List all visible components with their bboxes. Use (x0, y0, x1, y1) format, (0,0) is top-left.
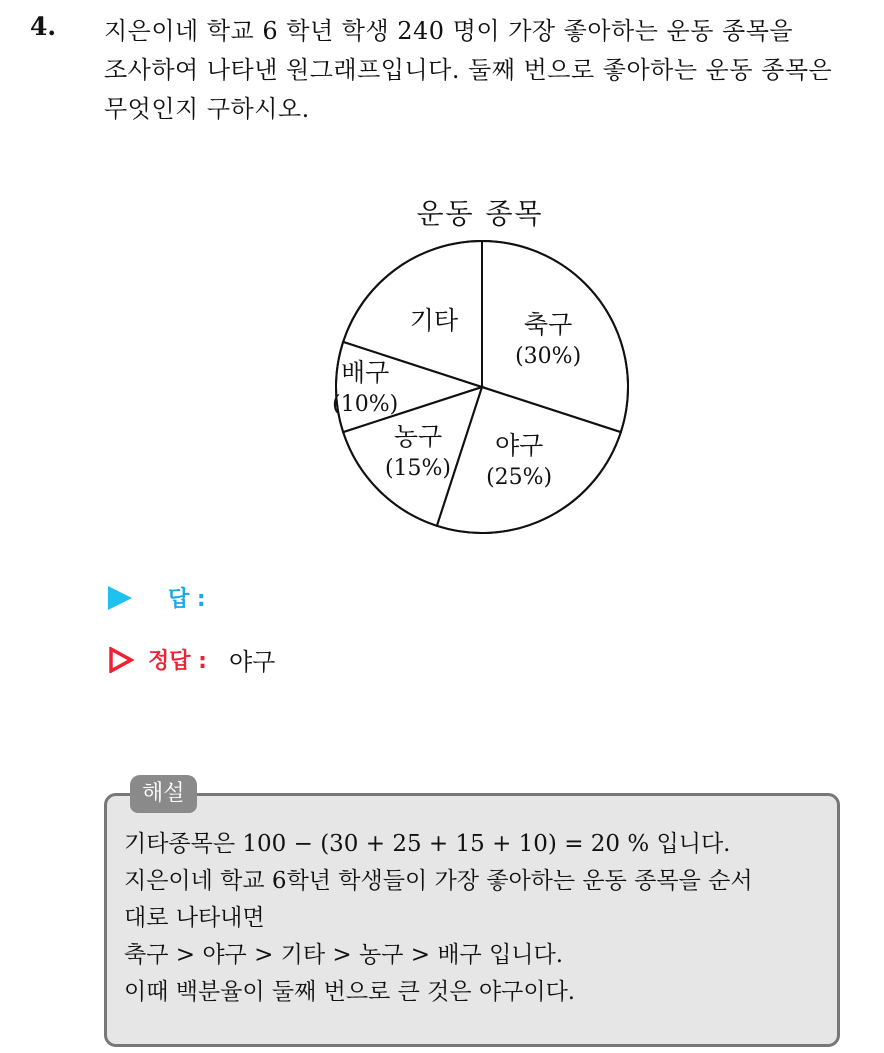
slice-label-name: 농구 (393, 422, 443, 452)
explanation-line: 축구 > 야구 > 기타 > 농구 > 배구 입니다. (124, 942, 564, 968)
correct-answer-label: 정답 : (148, 649, 207, 674)
question-line: 무엇인지 구하시오. (104, 95, 310, 123)
explanation-line: 지은이네 학교 6학년 학생들이 가장 좋아하는 운동 종목을 순서 (124, 868, 753, 894)
slice-label-percent: (30%) (515, 343, 582, 369)
play-triangle-icon (108, 586, 132, 610)
slice-label-name: 기타 (409, 305, 459, 335)
question-text (104, 12, 864, 129)
slice-label-name: 야구 (494, 430, 544, 460)
explanation-line: 이때 백분율이 둘째 번으로 큰 것은 야구이다. (124, 979, 576, 1005)
question-line: 지은이네 학교 6 학년 학생 240 명이 가장 좋아하는 운동 종목을 (104, 17, 794, 45)
slice-label-name: 배구 (341, 358, 390, 387)
explanation-line: 기타종목은 100 − (30 + 25 + 15 + 10) = 20 % 입니다. (124, 831, 731, 857)
question-line: 조사하여 나타낸 원그래프입니다. 둘째 번으로 좋아하는 운동 종목은 (104, 56, 833, 84)
explanation-line: 대로 나타내면 (124, 905, 265, 931)
question-number: 4. (30, 12, 57, 41)
explanation-text (124, 826, 824, 1011)
answer-label: 답 : (168, 587, 206, 612)
outline-triangle-icon (108, 647, 134, 673)
slice-label-percent: (10%) (332, 392, 399, 417)
correct-answer-row (108, 642, 275, 677)
pie-chart (300, 180, 660, 550)
chart-title: 운동 종목 (416, 197, 544, 230)
answer-prompt-row (108, 582, 206, 613)
correct-answer-value: 야구 (228, 648, 276, 676)
pie-chart-svg (300, 180, 660, 550)
slice-label-percent: (25%) (486, 464, 553, 490)
slice-label-percent: (15%) (384, 456, 452, 482)
slice-label-name: 축구 (523, 309, 573, 339)
explanation-tab: 해설 (130, 775, 197, 813)
